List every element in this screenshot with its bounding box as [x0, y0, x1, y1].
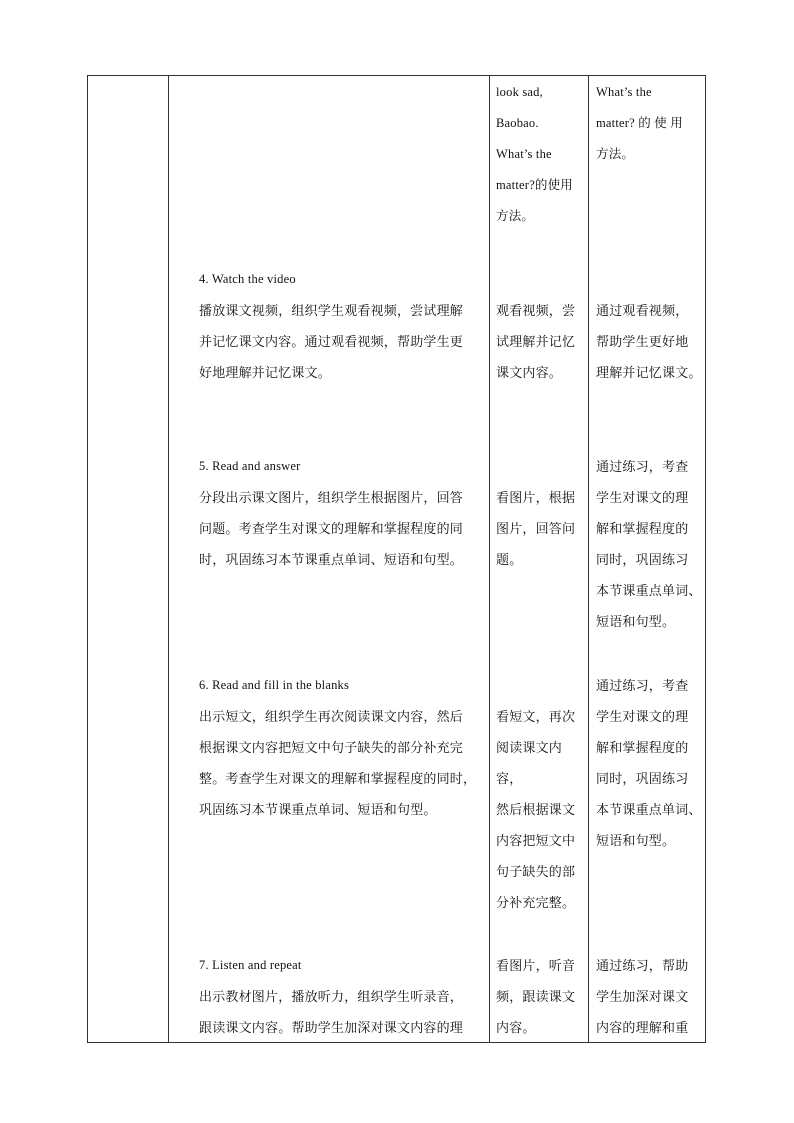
step-heading: 5. Read and answer: [199, 459, 301, 473]
design-intent-cell: 通过练习，帮助 学生加深对课文 内容的理解和重: [596, 959, 689, 1036]
student-activity-cell: 观看视频，尝 试理解并记忆 课文内容。: [496, 304, 576, 381]
lesson-plan-table: [87, 75, 706, 1043]
design-intent-cell: 通过观看视频， 帮助学生更好地 理解并记忆课文。: [596, 304, 702, 381]
teacher-activity-cell: 出示教材图片，播放听力，组织学生听录音， 跟读课文内容。帮助学生加深对课文内容的理: [199, 990, 464, 1036]
design-intent-cell: 通过练习，考查 学生对课文的理 解和掌握程度的 同时，巩固练习 本节课重点单词、 短语和句型。: [596, 460, 702, 630]
column-divider: [588, 76, 589, 1042]
teacher-activity-cell: 分段出示课文图片，组织学生根据图片，回答 问题。考查学生对课文的理解和掌握程度的同 时，巩固练习本节课重点单词、短语和句型。: [199, 491, 464, 568]
design-intent-cell: What’s the matter? 的 使 用 方法。: [596, 85, 683, 161]
column-divider: [489, 76, 490, 1042]
column-divider: [168, 76, 169, 1042]
student-activity-cell: look sad, Baobao. What’s the matter?的使用 方法。: [496, 85, 573, 223]
student-activity-cell: 看图片，根据 图片，回答问 题。: [496, 491, 576, 568]
student-activity-cell: 看图片，听音 频，跟读课文 内容。: [496, 959, 576, 1036]
design-intent-cell: 通过练习，考查 学生对课文的理 解和掌握程度的 同时，巩固练习 本节课重点单词、 短语和句型。: [596, 679, 702, 849]
student-activity-cell: 看短文，再次 阅读课文内容， 然后根据课文 内容把短文中 句子缺失的部 分补充完整。: [496, 710, 576, 911]
step-heading: 4. Watch the video: [199, 272, 296, 286]
teacher-activity-cell: 播放课文视频，组织学生观看视频，尝试理解 并记忆课文内容。通过观看视频，帮助学生更 好地理解并记忆课文。: [199, 304, 464, 381]
step-heading: 7. Listen and repeat: [199, 958, 302, 972]
teacher-activity-cell: 出示短文，组织学生再次阅读课文内容，然后 根据课文内容把短文中句子缺失的部分补充完 整。考查学生对课文的理解和掌握程度的同时， 巩固练习本节课重点单词、短语和句型。: [199, 710, 477, 818]
step-heading: 6. Read and fill in the blanks: [199, 678, 350, 692]
